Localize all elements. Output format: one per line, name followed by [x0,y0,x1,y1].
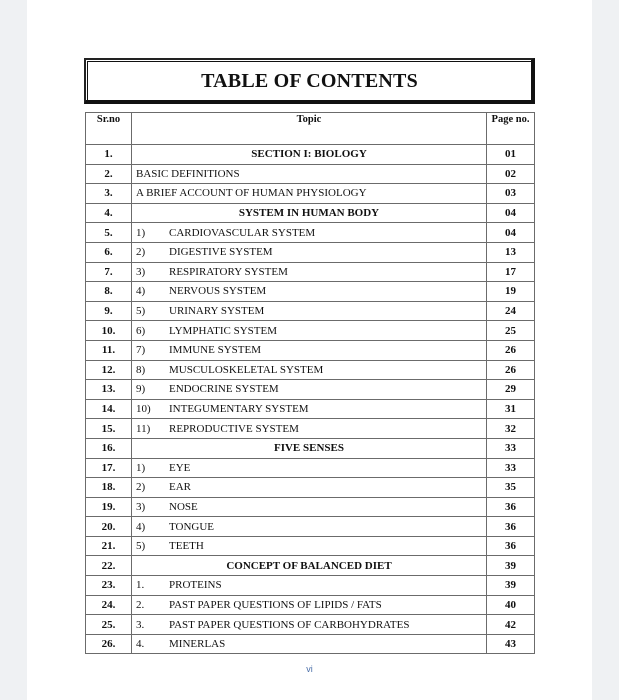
row-srno: 21. [86,536,132,556]
row-subnumber: 2) [136,481,146,494]
row-page: 19 [487,282,535,302]
row-topic: IMMUNE SYSTEM [169,344,261,357]
row-topic-cell [132,340,487,360]
row-srno: 25. [86,615,132,635]
table-row [86,399,535,419]
row-srno: 9. [86,301,132,321]
table-row [86,634,535,654]
row-topic-cell [132,301,487,321]
row-topic-cell [132,321,487,341]
table-row [86,321,535,341]
row-srno: 3. [86,184,132,204]
row-topic-cell [132,615,487,635]
row-page: 26 [487,340,535,360]
table-row [86,164,535,184]
row-topic: RESPIRATORY SYSTEM [169,265,288,278]
table-row [86,536,535,556]
row-subnumber: 6) [136,324,146,337]
row-subnumber: 7) [136,344,146,357]
row-subnumber: 1. [136,579,145,592]
row-srno: 5. [86,223,132,243]
row-topic: CARDIOVASCULAR SYSTEM [169,226,316,239]
row-subnumber: 3) [136,265,146,278]
table-row [86,497,535,517]
row-page: 42 [487,615,535,635]
row-topic-cell [132,242,487,262]
table-row [86,517,535,537]
toc-body [86,145,535,654]
row-topic: BASIC DEFINITIONS [136,167,240,180]
row-page: 04 [487,223,535,243]
row-srno: 7. [86,262,132,282]
row-topic-cell [132,458,487,478]
row-subnumber: 11) [136,422,151,435]
section-row [86,145,535,165]
row-topic: DIGESTIVE SYSTEM [169,246,273,259]
row-topic: A BRIEF ACCOUNT OF HUMAN PHYSIOLOGY [136,187,367,200]
section-row [86,438,535,458]
row-topic: REPRODUCTIVE SYSTEM [169,422,299,435]
row-page: 39 [487,556,535,576]
row-topic: EYE [169,461,191,474]
row-srno: 16. [86,438,132,458]
row-page: 36 [487,536,535,556]
row-page: 24 [487,301,535,321]
row-topic: EAR [169,481,191,494]
table-row [86,282,535,302]
page-number: vi [306,664,313,674]
row-topic: NERVOUS SYSTEM [169,285,267,298]
row-topic: INTEGUMENTARY SYSTEM [169,403,309,416]
row-page: 13 [487,242,535,262]
section-heading: CONCEPT OF BALANCED DIET [226,559,392,572]
section-row [86,203,535,223]
row-topic-cell [132,164,487,184]
table-row [86,360,535,380]
row-topic: TONGUE [169,520,215,533]
row-subnumber: 2) [136,246,146,259]
row-page: 01 [487,145,535,165]
row-topic-cell [132,145,487,165]
row-topic-cell [132,517,487,537]
row-topic-cell [132,282,487,302]
row-srno: 4. [86,203,132,223]
header-topic: Topic [132,113,487,145]
row-page: 36 [487,517,535,537]
table-row [86,419,535,439]
row-srno: 2. [86,164,132,184]
toc-table [85,112,535,654]
table-row [86,242,535,262]
table-row [86,576,535,596]
row-topic: PAST PAPER QUESTIONS OF CARBOHYDRATES [169,618,410,631]
row-srno: 24. [86,595,132,615]
row-srno: 26. [86,634,132,654]
row-srno: 8. [86,282,132,302]
row-page: 04 [487,203,535,223]
row-srno: 19. [86,497,132,517]
row-page: 33 [487,438,535,458]
row-subnumber: 8) [136,363,146,376]
row-topic: PAST PAPER QUESTIONS OF LIPIDS / FATS [169,598,382,611]
row-topic-cell [132,595,487,615]
row-srno: 23. [86,576,132,596]
row-srno: 13. [86,380,132,400]
row-topic-cell [132,478,487,498]
row-page: 03 [487,184,535,204]
row-subnumber: 3) [136,500,146,513]
row-topic-cell [132,419,487,439]
row-subnumber: 1) [136,461,146,474]
title-box [84,58,535,104]
row-topic-cell [132,184,487,204]
row-topic-cell [132,634,487,654]
row-subnumber: 10) [136,403,151,416]
row-srno: 22. [86,556,132,576]
row-subnumber: 4. [136,638,145,651]
row-topic-cell [132,399,487,419]
row-topic-cell [132,438,487,458]
row-topic-cell [132,576,487,596]
row-subnumber: 1) [136,226,146,239]
row-topic-cell [132,536,487,556]
section-heading: FIVE SENSES [273,442,344,455]
section-heading: SYSTEM IN HUMAN BODY [238,207,380,220]
row-subnumber: 5) [136,305,146,318]
table-row [86,301,535,321]
row-subnumber: 5) [136,540,146,553]
row-page: 32 [487,419,535,439]
row-topic: PROTEINS [169,579,222,592]
header-page: Page no. [487,113,535,145]
row-page: 17 [487,262,535,282]
row-srno: 1. [86,145,132,165]
row-topic: ENDOCRINE SYSTEM [169,383,279,396]
row-topic-cell [132,380,487,400]
row-topic: NOSE [169,500,198,513]
row-topic: MINERLAS [169,638,226,651]
row-page: 29 [487,380,535,400]
row-topic-cell [132,556,487,576]
table-row [86,223,535,243]
table-row [86,262,535,282]
row-topic-cell [132,203,487,223]
table-row [86,184,535,204]
section-heading: SECTION I: BIOLOGY [251,148,367,161]
header-srno: Sr.no [86,113,132,145]
row-page: 02 [487,164,535,184]
row-page: 43 [487,634,535,654]
table-row [86,615,535,635]
row-subnumber: 9) [136,383,146,396]
row-srno: 11. [86,340,132,360]
table-row [86,458,535,478]
row-srno: 15. [86,419,132,439]
row-topic-cell [132,223,487,243]
row-topic: LYMPHATIC SYSTEM [169,324,277,337]
row-subnumber: 4) [136,285,146,298]
page-title: TABLE OF CONTENTS [201,69,418,92]
row-srno: 17. [86,458,132,478]
row-srno: 20. [86,517,132,537]
table-row [86,380,535,400]
row-topic: URINARY SYSTEM [169,305,265,318]
row-srno: 10. [86,321,132,341]
row-page: 33 [487,458,535,478]
row-srno: 12. [86,360,132,380]
row-srno: 14. [86,399,132,419]
row-topic: MUSCULOSKELETAL SYSTEM [169,363,324,376]
row-page: 26 [487,360,535,380]
table-header-row [86,113,535,145]
row-subnumber: 4) [136,520,146,533]
row-topic-cell [132,360,487,380]
row-page: 40 [487,595,535,615]
row-subnumber: 2. [136,598,145,611]
row-subnumber: 3. [136,618,145,631]
section-row [86,556,535,576]
row-page: 31 [487,399,535,419]
row-srno: 6. [86,242,132,262]
row-srno: 18. [86,478,132,498]
row-topic-cell [132,497,487,517]
table-row [86,478,535,498]
row-page: 35 [487,478,535,498]
row-page: 25 [487,321,535,341]
row-page: 36 [487,497,535,517]
row-topic: TEETH [169,540,204,553]
table-row [86,595,535,615]
table-row [86,340,535,360]
row-topic-cell [132,262,487,282]
row-page: 39 [487,576,535,596]
